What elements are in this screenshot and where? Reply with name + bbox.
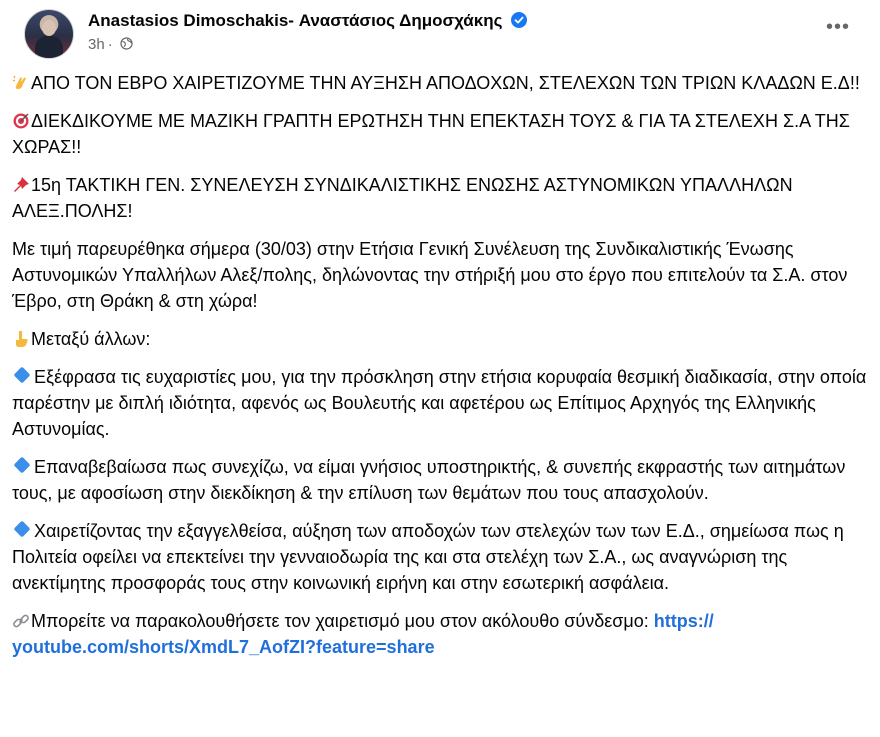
blue-diamond-icon [14,521,31,538]
paragraph-9 [12,608,872,660]
pointing-down-icon [12,330,30,348]
blue-diamond-icon [14,367,31,384]
post-content [12,70,872,672]
author-name-text[interactable]: Anastasios Dimoschakis- Αναστάσιος Δημοσχάκης [88,11,503,30]
post-time[interactable]: 3h [88,36,105,53]
pushpin-icon [12,176,30,194]
link-icon [12,612,30,630]
paragraph-8-text: Χαιρετίζοντας την εξαγγελθείσα, αύξηση των αποδοχών των στελεχών των των Ε.Δ., σημείωσα πως η Πολιτεία οφείλει να επεκτείνει την γενναιοδωρία της και στα στελέχη των Σ.Α., ως αναγνώριση της ανεκτίμητης προσφοράς τους στην κοινωνική ειρήνη και στην εσωτερική ασφάλεια. [12,521,844,593]
paragraph-5-text: Μεταξύ άλλων: [31,329,151,349]
target-icon [12,112,30,130]
blue-diamond-icon [14,457,31,474]
more-options-button[interactable]: ••• [825,16,850,38]
youtube-link[interactable]: https:// youtube.com/shorts/XmdL7_AofZI?feature=share [12,611,714,657]
paragraph-8 [12,518,872,596]
paragraph-3-text: 15η ΤΑΚΤΙΚΗ ΓΕΝ. ΣΥΝΕΛΕΥΣΗ ΣΥΝΔΙΚΑΛΙΣΤΙΚΗΣ ΕΝΩΣΗΣ ΑΣΤΥΝΟΜΙΚΩΝ ΥΠΑΛΛΗΛΩΝ ΑΛΕΞ.ΠΟΛΗΣ! [12,175,793,221]
paragraph-1-text: ΑΠΟ ΤΟΝ ΕΒΡΟ ΧΑΙΡΕΤΙΖΟΥΜΕ ΤΗΝ ΑΥΞΗΣΗ ΑΠΟΔΟΧΩΝ, ΣΤΕΛΕΧΩΝ ΤΩΝ ΤΡΙΩΝ ΚΛΑΔΩΝ Ε.Δ!! [31,73,860,93]
paragraph-4 [12,236,872,314]
paragraph-7 [12,454,872,506]
author-name[interactable] [88,11,527,31]
post-meta: 3h · [88,36,133,53]
paragraph-2-text: ΔΙΕΚΔΙΚΟΥΜΕ ΜΕ ΜΑΖΙΚΗ ΓΡΑΠΤΗ ΕΡΩΤΗΣΗ ΤΗΝ ΕΠΕΚΤΑΣΗ ΤΟΥΣ & ΓΙΑ ΤΑ ΣΤΕΛΕΧΗ Σ.Α ΤΗΣ ΧΩΡΑΣ!! [12,111,850,157]
clapping-hands-icon [12,74,30,92]
paragraph-6 [12,364,872,442]
paragraph-9-text: Μπορείτε να παρακολουθήσετε τον χαιρετισμό μου στον ακόλουθο σύνδεσμο: [31,611,654,631]
paragraph-5 [12,326,872,352]
post-header [12,0,868,64]
paragraph-3 [12,172,872,224]
paragraph-6-text: Εξέφρασα τις ευχαριστίες μου, για την πρόσκληση στην ετήσια κορυφαία θεσμική διαδικασία, στην οποία παρέστην με διπλή ιδιότητα, αφενός ως Βουλευτής και αφετέρου ως Επίτιμος Αρχηγός της Ελληνικής Αστυνομίας. [12,367,867,439]
paragraph-1 [12,70,872,96]
author-avatar[interactable] [24,9,74,59]
verified-badge-icon [511,12,527,28]
paragraph-7-text: Επαναβεβαίωσα πως συνεχίζω, να είμαι γνήσιος υποστηρικτής, & συνεπής εκφραστής των αιτημάτων τους, με αφοσίωση στην διεκδίκηση & την επίλυση των θεμάτων που τους απασχολούν. [12,457,846,503]
paragraph-2 [12,108,872,160]
globe-icon[interactable] [120,37,133,50]
paragraph-4-text: Με τιμή παρευρέθηκα σήμερα (30/03) στην Ετήσια Γενική Συνέλευση της Συνδικαλιστικής Ένωσης Αστυνομικών Υπαλλήλων Αλεξ/πολης, δηλώνοντας την στήριξή μου στο έργο που επιτελούν τα Σ.Α. στον Έβρο, στη Θράκη & στη χώρα! [12,239,848,311]
